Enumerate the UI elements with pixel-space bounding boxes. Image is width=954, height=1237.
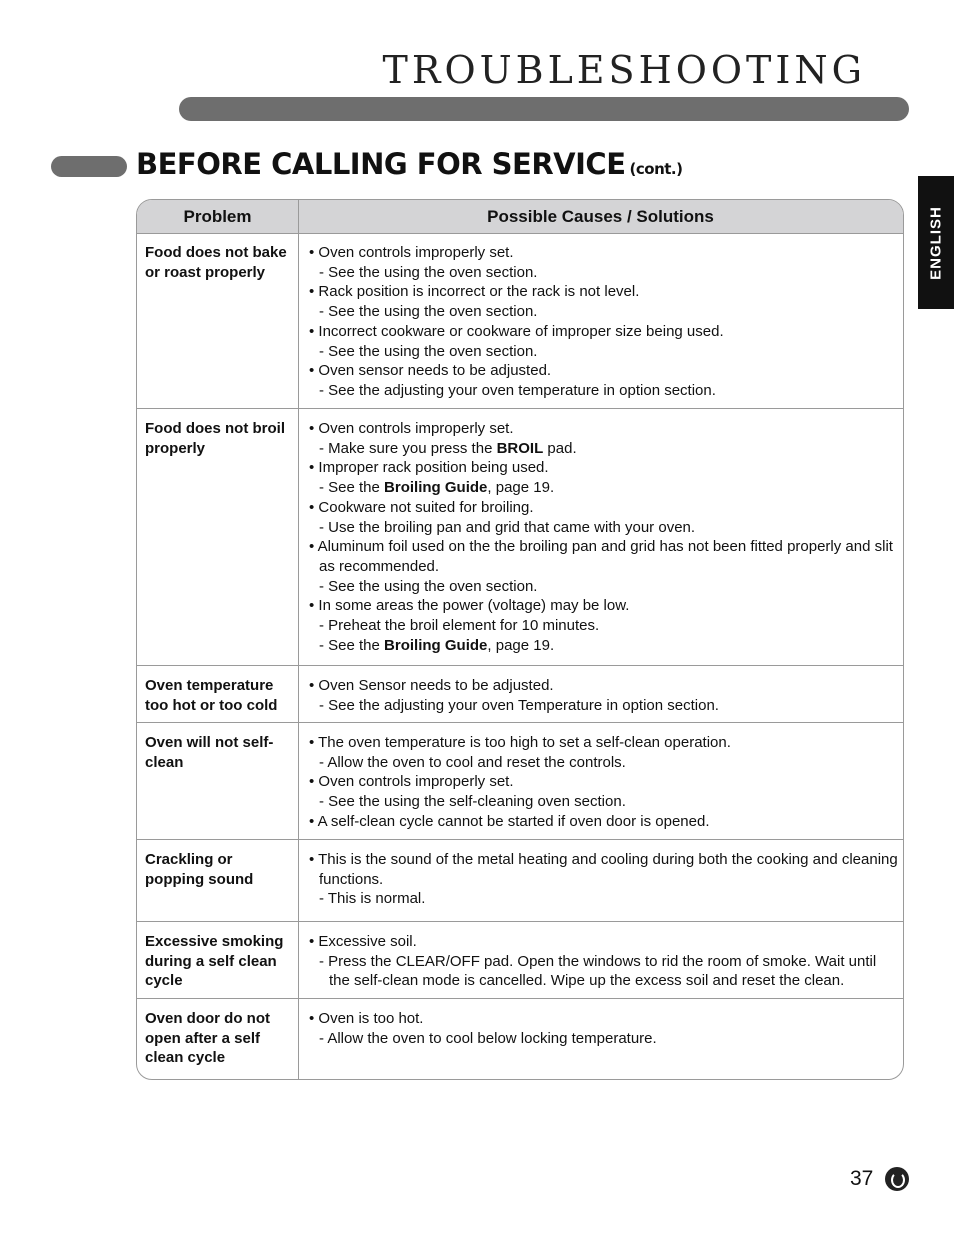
solution-bullet	[309, 498, 899, 518]
solution-text: - See the adjusting your oven temperature in option section.	[319, 381, 716, 399]
solution-bullet	[309, 733, 899, 753]
solution-cell	[309, 733, 899, 832]
solution-text: • In some areas the power (voltage) may be low.	[309, 597, 630, 615]
solution-text: - See the using the oven section.	[319, 303, 538, 321]
solution-cell	[309, 419, 899, 655]
solution-bullet	[309, 676, 899, 696]
table-row	[137, 666, 903, 723]
solution-text: • Aluminum foil used on the the broiling pan and grid has not been fitted properly and slit as recommended.	[309, 538, 893, 575]
language-tab-label: ENGLISH	[927, 205, 945, 280]
solution-text-after: pad.	[543, 439, 577, 457]
solution-text: • Oven controls improperly set.	[309, 420, 514, 437]
solution-subitem	[309, 381, 899, 401]
solution-cell	[309, 676, 899, 715]
solution-bullet	[309, 243, 899, 263]
table-row	[137, 922, 903, 999]
solution-text: - See the using the self-cleaning oven section.	[319, 793, 626, 811]
solution-cell	[309, 932, 899, 991]
problem-cell: Crackling or popping sound	[145, 851, 254, 888]
solution-bold-term: Broiling Guide	[384, 636, 488, 654]
solution-text: - Use the broiling pan and grid that came with your oven.	[319, 518, 696, 536]
solution-text: - See the	[319, 636, 385, 654]
solution-bullet	[309, 458, 899, 478]
table-header	[137, 200, 903, 234]
solution-text: - Preheat the broil element for 10 minutes.	[319, 617, 600, 635]
solution-subitem	[309, 302, 899, 322]
solution-subitem	[309, 478, 899, 498]
solution-bullet	[309, 932, 899, 952]
language-tab	[918, 176, 954, 309]
solution-subitem	[309, 577, 899, 597]
solution-subitem	[309, 342, 899, 362]
solution-subitem	[309, 636, 899, 656]
solution-bullet	[309, 282, 899, 302]
solution-text: • Excessive soil.	[309, 933, 417, 950]
solution-text: - See the using the oven section.	[319, 342, 538, 360]
solution-text: • Rack position is incorrect or the rack is not level.	[309, 283, 640, 301]
solution-subitem	[309, 753, 899, 773]
problem-cell: Oven temperature too hot or too cold	[145, 677, 278, 714]
solution-text: - See the using the oven section.	[319, 263, 538, 281]
solution-text: • Improper rack position being used.	[309, 459, 549, 477]
solution-text-after: , page 19.	[487, 479, 555, 497]
solution-bullet	[309, 850, 899, 889]
solution-text: • Oven Sensor needs to be adjusted.	[309, 677, 554, 694]
solution-text: • This is the sound of the metal heating and cooling during both the cooking and cleaning functions.	[309, 851, 898, 888]
header-bar	[179, 97, 909, 121]
solution-text: • The oven temperature is too high to set a self-clean operation.	[309, 734, 731, 751]
solution-text: - Allow the oven to cool and reset the controls.	[319, 753, 626, 771]
solution-text: - Allow the oven to cool below locking temperature.	[319, 1029, 657, 1047]
column-header-problem: Problem	[183, 207, 252, 226]
solution-subitem	[309, 889, 899, 909]
solution-subitem	[309, 616, 899, 636]
problem-cell: Oven door do not open after a self clean cycle	[145, 1010, 270, 1067]
solution-bullet	[309, 322, 899, 342]
solution-text: - This is normal.	[319, 890, 426, 908]
lg-logo-icon	[885, 1167, 909, 1191]
solution-text: - Make sure you press the	[319, 439, 497, 457]
section-title	[136, 147, 682, 181]
solution-text: - See the	[319, 479, 385, 497]
table-row	[137, 999, 903, 1080]
solution-text: • Oven sensor needs to be adjusted.	[309, 362, 552, 380]
table-row	[137, 840, 903, 922]
table-row	[137, 233, 903, 409]
solution-bullet	[309, 596, 899, 616]
solution-text: - See the adjusting your oven Temperature in option section.	[319, 696, 719, 714]
solution-cell	[309, 1009, 899, 1048]
solution-bullet	[309, 361, 899, 381]
problem-cell: Food does not bake or roast properly	[145, 244, 287, 281]
solution-bullet	[309, 419, 899, 439]
solution-text: • Oven is too hot.	[309, 1010, 424, 1027]
troubleshooting-table	[136, 199, 904, 1080]
solution-subitem	[309, 696, 899, 716]
solution-subitem	[309, 952, 899, 991]
solution-cell	[309, 850, 899, 909]
solution-subitem	[309, 1029, 899, 1049]
solution-subitem	[309, 439, 899, 459]
page-header-title: TROUBLESHOOTING	[382, 48, 866, 92]
problem-cell: Excessive smoking during a self clean cycle	[145, 933, 284, 990]
solution-bullet	[309, 772, 899, 792]
solution-text: - Press the CLEAR/OFF pad. Open the windows to rid the room of smoke. Wait until the self-clean mode is cancelled. Wipe up the excess soil and reset the clean.	[319, 952, 877, 990]
solution-bullet	[309, 537, 899, 576]
solution-bold-term: Broiling Guide	[384, 479, 488, 497]
table-row	[137, 409, 903, 666]
solution-subitem	[309, 792, 899, 812]
section-title-text: BEFORE CALLING FOR SERVICE	[136, 147, 626, 181]
solution-bold-term: BROIL	[496, 439, 544, 457]
solution-text: • Cookware not suited for broiling.	[309, 498, 534, 516]
solution-subitem	[309, 518, 899, 538]
solution-subitem	[309, 263, 899, 283]
problem-cell: Oven will not self-clean	[145, 734, 274, 771]
solution-text-after: , page 19.	[487, 636, 555, 654]
column-header-causes: Possible Causes / Solutions	[487, 207, 714, 226]
section-pill-marker	[51, 156, 127, 177]
solution-text: • Incorrect cookware or cookware of improper size being used.	[309, 322, 724, 340]
section-title-cont: (cont.)	[629, 160, 683, 178]
solution-bullet	[309, 812, 899, 832]
solution-text: • Oven controls improperly set.	[309, 773, 514, 791]
problem-cell: Food does not broil properly	[145, 420, 285, 457]
solution-text: • A self-clean cycle cannot be started if oven door is opened.	[309, 812, 710, 830]
page-number: 37	[850, 1167, 874, 1190]
solution-bullet	[309, 1009, 899, 1029]
solution-text: • Oven controls improperly set.	[309, 244, 514, 261]
table-row	[137, 723, 903, 840]
solution-text: - See the using the oven section.	[319, 577, 538, 595]
solution-cell	[309, 243, 899, 401]
